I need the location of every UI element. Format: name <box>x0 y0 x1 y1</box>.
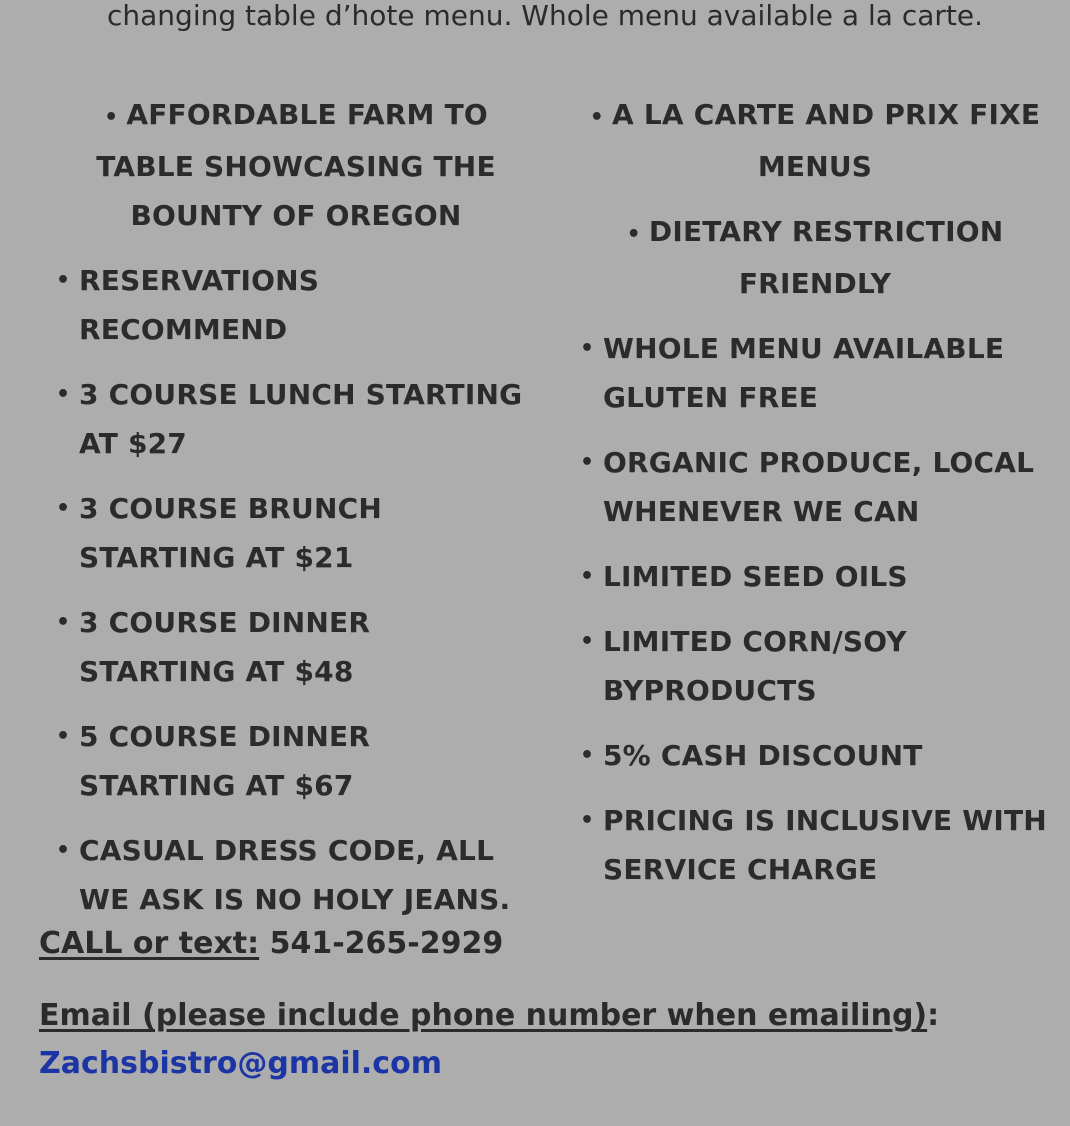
right-feature-list <box>580 90 1050 910</box>
bullet-icon: • <box>589 105 605 130</box>
email-label-line <box>39 992 939 1040</box>
left-item-text: 5 COURSE DINNER STARTING AT $67 <box>79 720 371 802</box>
email-line <box>39 1040 442 1088</box>
email-label: Email (please include phone number when emailing) <box>39 998 928 1033</box>
call-line <box>39 920 503 968</box>
right-list-item <box>580 552 1050 601</box>
left-list-item <box>56 370 536 468</box>
left-list-item <box>56 712 536 810</box>
right-item-text: 5% CASH DISCOUNT <box>603 739 923 772</box>
left-feature-list <box>56 90 536 940</box>
left-list-item <box>56 826 536 924</box>
bullet-icon: • <box>56 496 71 521</box>
bullet-icon: • <box>580 336 595 361</box>
right-list-item <box>580 90 1050 191</box>
right-item-text: WHOLE MENU AVAILABLE GLUTEN FREE <box>603 332 1005 414</box>
left-item-text: 3 COURSE DINNER STARTING AT $48 <box>79 606 371 688</box>
right-list-item <box>580 207 1050 308</box>
left-item-text: 3 COURSE BRUNCH STARTING AT $21 <box>79 492 382 574</box>
bullet-icon: • <box>580 629 595 654</box>
bullet-icon: • <box>580 450 595 475</box>
right-item-text: LIMITED SEED OILS <box>603 560 908 593</box>
right-list-item <box>580 796 1050 894</box>
bullet-icon: • <box>56 838 71 863</box>
right-list-item <box>580 438 1050 536</box>
right-list-item <box>580 324 1050 422</box>
bullet-icon: • <box>626 222 641 247</box>
bullet-icon: • <box>56 610 71 635</box>
left-list-item <box>56 256 536 354</box>
left-item-text: RESERVATIONS RECOMMEND <box>79 264 320 346</box>
bullet-icon: • <box>580 564 595 589</box>
left-item-text: 3 COURSE LUNCH STARTING AT $27 <box>79 378 523 460</box>
right-item-text: LIMITED CORN/SOY BYPRODUCTS <box>603 625 907 707</box>
right-item-text: A LA CARTE AND PRIX FIXE MENUS <box>612 98 1041 183</box>
left-item-text: CASUAL DRESS CODE, ALL WE ASK IS NO HOLY JEANS. <box>79 834 511 916</box>
bullet-icon: • <box>580 808 595 833</box>
email-link[interactable]: Zachsbistro@gmail.com <box>39 1046 442 1081</box>
email-colon: : <box>927 998 940 1033</box>
right-item-text: DIETARY RESTRICTION FRIENDLY <box>648 215 1004 300</box>
right-list-item <box>580 731 1050 780</box>
right-list-item <box>580 617 1050 715</box>
right-item-text: PRICING IS INCLUSIVE WITH SERVICE CHARGE <box>603 804 1047 886</box>
call-label: CALL or text: <box>39 926 260 961</box>
right-item-text: ORGANIC PRODUCE, LOCAL WHENEVER WE CAN <box>603 446 1035 528</box>
phone-number[interactable]: 541-265-2929 <box>269 926 504 961</box>
bullet-icon: • <box>56 724 71 749</box>
left-list-item <box>56 90 536 240</box>
bullet-icon: • <box>104 105 119 130</box>
left-list-item <box>56 484 536 582</box>
bullet-icon: • <box>56 382 71 407</box>
intro-text: changing table d’hote menu. Whole menu available a la carte. <box>107 0 983 32</box>
left-list-item <box>56 598 536 696</box>
bullet-icon: • <box>580 743 595 768</box>
left-item-text: AFFORDABLE FARM TO TABLE SHOWCASING THE BOUNTY OF OREGON <box>96 98 496 232</box>
bullet-icon: • <box>56 268 71 293</box>
